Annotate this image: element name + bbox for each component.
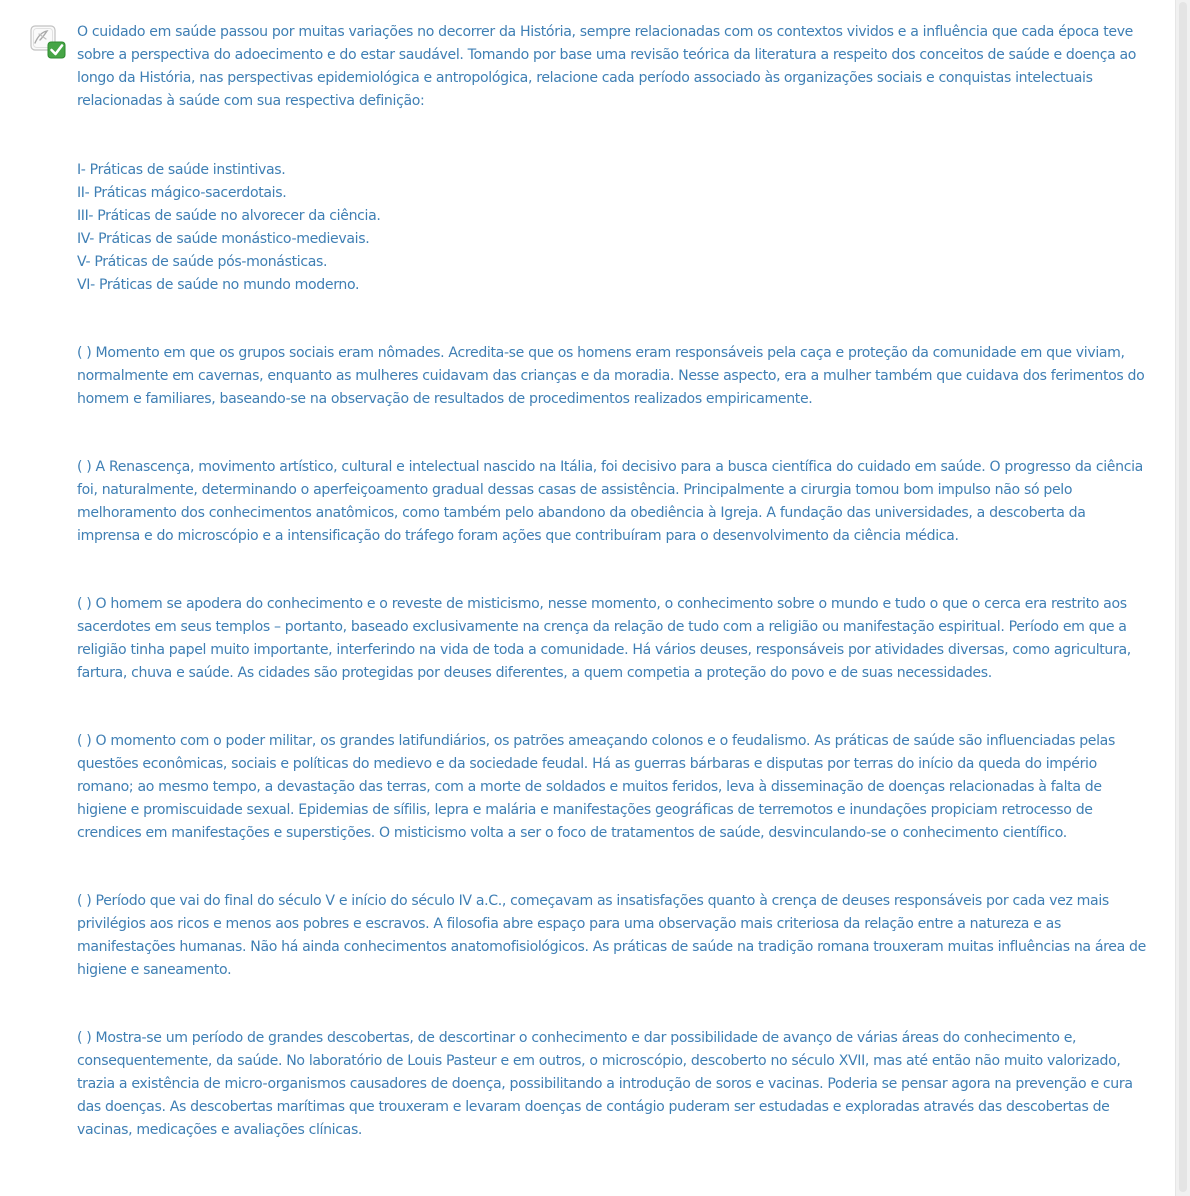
question-checked-icon	[30, 23, 76, 63]
description-paragraph: ( ) A Renascença, movimento artístico, cultural e intelectual nascido na Itália, foi decisivo para a busca científica do cuidado em saúde. O progresso da ciência foi, naturalmente, determinando o aperfeiçoamento gradual dessas casas de assistência. Principalmente a cirurgia tomou bom impulso não só pelo melhoramento dos conhecimentos anatômicos, como também pelo abandono da obediência à Igreja. A fundação das universidades, a descoberta da imprensa e do microscópio e a intensificação do tráfego foram ações que contribuíram para o desenvolvimento da ciência médica.	[77, 459, 1143, 544]
description-paragraph: ( ) Momento em que os grupos sociais eram nômades. Acredita-se que os homens eram responsáveis pela caça e proteção da comunidade em que viviam, normalmente em cavernas, enquanto as mulheres cuidavam das crianças e da moradia. Nesse aspecto, era a mulher também que cuidava dos ferimentos do homem e familiares, baseando-se na observação de resultados de procedimentos realizados empiricamente.	[77, 345, 1145, 407]
question-statement: O cuidado em saúde passou por muitas variações no decorrer da História, sempre relacionadas com os contextos vividos e a influência que cada época teve sobre a perspectiva do adoecimento e do estar saudável. Tomando por base uma revisão teórica da literatura a respeito dos conceitos de saúde e doença ao longo da História, nas perspectivas epidemiológica e antropológica, relacione cada período associado às organizações sociais e conquistas intelectuais relacionadas à saúde com sua respectiva definição:	[77, 24, 1137, 109]
period-item: III- Práticas de saúde no alvorecer da ciência.	[77, 208, 381, 224]
description-paragraph: ( ) O homem se apodera do conhecimento e o reveste de misticismo, nesse momento, o conhecimento sobre o mundo e tudo o que o cerca era restrito aos sacerdotes em seus templos – portanto, baseado exclusivamente na crença da relação de tudo com a religião ou manifestação espiritual. Período em que a religião tinha papel muito importante, interferindo na vida de toda a comunidade. Há vários deuses, responsáveis por atividades diversas, como agricultura, fartura, chuva e saúde. As cidades são protegidas por deuses diferentes, a quem competia a proteção do povo e de suas necessidades.	[77, 596, 1131, 681]
question-block	[77, 21, 1149, 1187]
scrollbar-thumb[interactable]	[1179, 2, 1187, 1192]
period-item: VI- Práticas de saúde no mundo moderno.	[77, 277, 360, 293]
period-item: I- Práticas de saúde instintivas.	[77, 162, 286, 178]
description-paragraph: ( ) O momento com o poder militar, os grandes latifundiários, os patrões ameaçando colonos e o feudalismo. As práticas de saúde são influenciadas pelas questões econômicas, sociais e políticas do medievo e da sociedade feudal. Há as guerras bárbaras e disputas por terras do início da queda do império romano; ao mesmo tempo, a devastação das terras, com a morte de soldados e muitos feridos, leva à disseminação de doenças relacionadas à falta de higiene e promiscuidade sexual. Epidemias de sífilis, lepra e malária e manifestações geográficas de terremotos e inundações propiciam retrocesso de crendices em manifestações e superstições. O misticismo volta a ser o foco de tratamentos de saúde, desvinculando-se o conhecimento científico.	[77, 733, 1115, 841]
period-item: V- Práticas de saúde pós-monásticas.	[77, 254, 328, 270]
period-item: II- Práticas mágico-sacerdotais.	[77, 185, 287, 201]
description-paragraph: ( ) Mostra-se um período de grandes descobertas, de descortinar o conhecimento e dar possibilidade de avanço de várias áreas do conhecimento e, consequentemente, da saúde. No laboratório de Louis Pasteur e em outros, o microscópio, descoberto no século XVII, mas até então não muito valorizado, trazia a existência de micro-organismos causadores de doença, possibilitando a introdução de soros e vacinas. Poderia se pensar agora na prevenção e cura das doenças. As descobertas marítimas que trouxeram e levaram doenças de contágio puderam ser estudadas e exploradas através das descobertas de vacinas, medicações e avaliações clínicas.	[77, 1030, 1133, 1138]
description-paragraph: ( ) Período que vai do final do século V e início do século IV a.C., começavam as insatisfações quanto à crença de deuses responsáveis por cada vez mais privilégios aos ricos e menos aos pobres e escravos. A filosofia abre espaço para uma observação mais criteriosa da relação entre a natureza e as manifestações humanas. Não há ainda conhecimentos anatomofisiológicos. As práticas de saúde na tradição romana trouxeram muitas influências na área de higiene e saneamento.	[77, 893, 1146, 978]
page-scrollbar[interactable]	[1175, 0, 1190, 1196]
period-list	[77, 159, 1149, 297]
period-item: IV- Práticas de saúde monástico-medievais.	[77, 231, 370, 247]
